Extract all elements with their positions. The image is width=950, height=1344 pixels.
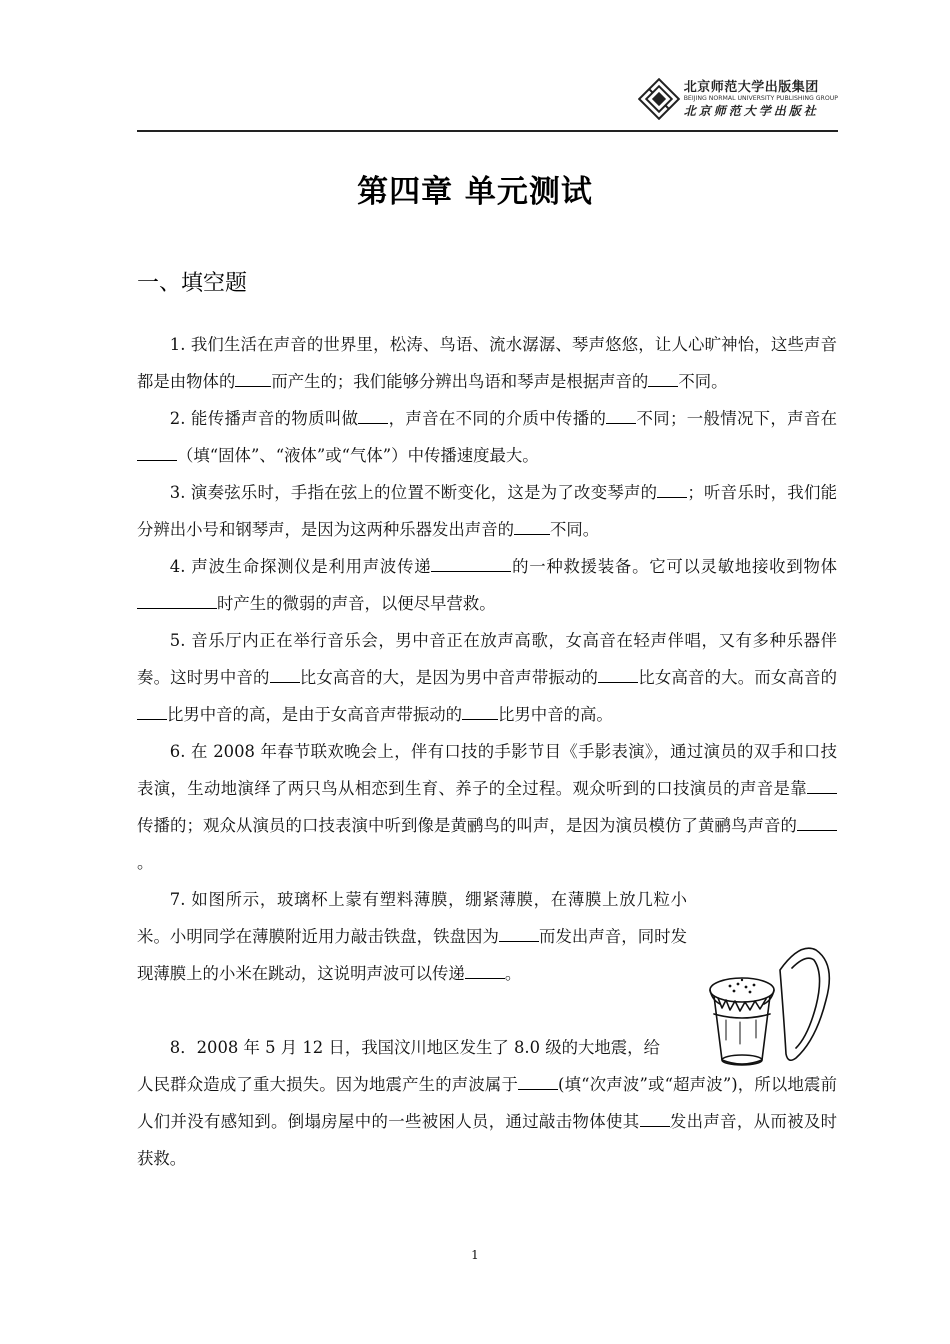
answer-blank[interactable]	[431, 553, 511, 572]
answer-blank[interactable]	[137, 701, 167, 720]
answer-blank[interactable]	[514, 516, 550, 535]
publisher-logo	[638, 78, 838, 120]
answer-blank[interactable]	[606, 405, 636, 424]
page-title: 第四章 单元测试	[357, 174, 593, 210]
publisher-name-en: BEIJING NORMAL UNIVERSITY PUBLISHING GROUP	[683, 95, 838, 103]
answer-blank[interactable]	[499, 923, 539, 942]
answer-blank[interactable]	[358, 405, 388, 424]
answer-blank[interactable]	[462, 701, 498, 720]
answer-blank[interactable]	[518, 1071, 558, 1090]
answer-blank[interactable]	[797, 812, 837, 831]
question-1: 1. 我们生活在声音的世界里，松涛、鸟语、流水潺潺、琴声悠悠，让人心旷神怡，这些声音都是由物体的 而产生的；我们能够分辨出鸟语和琴声是根据声音的 不同。	[137, 335, 837, 391]
question-4: 4. 声波生命探测仪是利用声波传递 的一种救援装备。它可以灵敏地接收到物体时产生的微弱的声音，以便尽早营救。	[137, 548, 837, 622]
answer-blank[interactable]	[235, 368, 271, 387]
answer-blank[interactable]	[270, 664, 300, 683]
publisher-name-cn: 北京师范大学出版集团	[683, 79, 819, 95]
answer-blank[interactable]	[807, 775, 837, 794]
question-8-continued: 人民群众造成了重大损失。因为地震产生的声波属于 (填“次声波”或“超声波”)，所以地震前人们并没有感知到。倒塌房屋中的一些被困人员，通过敲击物体使其 发出声音，从而被及时获救。	[137, 1066, 837, 1177]
answer-blank[interactable]	[640, 1108, 670, 1127]
answer-blank[interactable]	[657, 479, 687, 498]
question-6: 6. 在 2008 年春节联欢晚会上，伴有口技的手影节目《手影表演》，通过演员的双手和口技表演，生动地演绎了两只鸟从相恋到生育、养子的全过程。观众听到的口技演员的声音是靠传播的；观众从演员的口技表演中听到像是黄鹂鸟的叫声，是因为演员模仿了黄鹂鸟声音的。	[137, 742, 837, 872]
publisher-logo-icon	[638, 78, 680, 120]
question-7: 7. 如图所示，玻璃杯上蒙有塑料薄膜，绷紧薄膜，在薄膜上放几粒小米。小明同学在薄膜附近用力敲击铁盘，铁盘因为 而发出声音，同时发现薄膜上的小米在跳动，这说明声波可以传递 。	[137, 890, 688, 983]
glass-and-plate-illustration	[700, 940, 838, 1080]
answer-blank[interactable]	[465, 960, 505, 979]
publisher-name-cn2: 北京师范大学出版社	[683, 103, 819, 118]
section-heading: 一、填空题	[137, 271, 248, 296]
page-number: 1	[471, 1248, 479, 1262]
question-5: 5. 音乐厅内正在举行音乐会，男中音正在放声高歌，女高音在轻声伴唱，又有多种乐器伴奏。这时男中音的 比女高音的大，是因为男中音声带振动的 比女高音的大。而女高音的比男中音的高，是由于女高音声带振动的 比男中音的高。	[137, 631, 838, 724]
answer-blank[interactable]	[137, 442, 177, 461]
question-2: 2. 能传播声音的物质叫做 ，声音在不同的介质中传播的 不同；一般情况下，声音在（填“固体”、“液体”或“气体”）中传播速度最大。	[137, 400, 837, 474]
answer-blank[interactable]	[598, 664, 638, 683]
page-header	[137, 70, 838, 132]
answer-blank[interactable]	[137, 590, 217, 609]
question-3: 3. 演奏弦乐时，手指在弦上的位置不断变化，这是为了改变琴声的 ；听音乐时，我们能分辨出小号和钢琴声，是因为这两种乐器发出声音的 不同。	[137, 474, 837, 548]
answer-blank[interactable]	[648, 368, 678, 387]
question-8: 8．2008 年 5 月 12 日，我国汶川地区发生了 8.0 级的大地震，给	[169, 1038, 660, 1057]
